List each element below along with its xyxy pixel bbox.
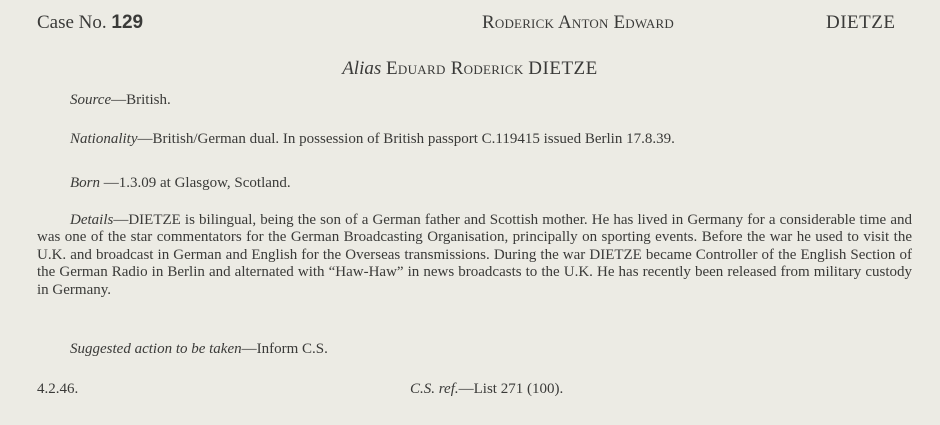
suggested-action-field bbox=[70, 341, 328, 358]
details-text: —DIETZE is bilingual, being the son of a German father and Scottish mother. He has lived in Germany for a considerable time and was one of the star commentators for the German Broadcasting Organisation, principally on sporting events. Before the war he used to visit the U.K. and broadcast in German and English for the Overseas transmissions. During the war DIETZE became Controller of the English Section of the German Radio in Berlin and alternated with “Haw-Haw” in news broadcasts to the U.K. He has recently been released from military custody in Germany. bbox=[37, 212, 912, 298]
alias-line bbox=[0, 58, 940, 80]
case-label: Case No. bbox=[37, 12, 107, 33]
nationality-field bbox=[70, 131, 675, 148]
source-field bbox=[70, 92, 171, 109]
nationality-value: —British/German dual. In possession of British passport C.119415 issued Berlin 17.8.39. bbox=[137, 131, 675, 147]
nationality-label: Nationality bbox=[70, 131, 138, 147]
cs-ref-value: —List 271 (100). bbox=[458, 381, 564, 397]
suggested-action-value: —Inform C.S. bbox=[241, 341, 328, 357]
born-field bbox=[70, 175, 291, 192]
source-value: —British. bbox=[111, 92, 171, 108]
details-paragraph bbox=[37, 212, 912, 299]
alias-name: Eduard Roderick bbox=[386, 58, 524, 79]
born-value: —1.3.09 at Glasgow, Scotland. bbox=[100, 175, 291, 191]
suggested-action-label: Suggested action to be taken bbox=[70, 341, 242, 357]
document-date: 4.2.46. bbox=[37, 381, 79, 397]
subject-given-names: Roderick Anton Edward bbox=[482, 12, 674, 33]
born-label: Born bbox=[70, 175, 100, 191]
alias-surname: DIETZE bbox=[528, 58, 598, 79]
cs-ref-label: C.S. ref. bbox=[410, 381, 459, 397]
case-number: 129 bbox=[111, 12, 144, 33]
cs-reference bbox=[410, 381, 563, 398]
case-number-header bbox=[37, 12, 143, 34]
alias-label: Alias bbox=[342, 58, 382, 79]
source-label: Source bbox=[70, 92, 112, 108]
details-label: Details bbox=[70, 212, 114, 228]
subject-surname: DIETZE bbox=[826, 12, 896, 33]
